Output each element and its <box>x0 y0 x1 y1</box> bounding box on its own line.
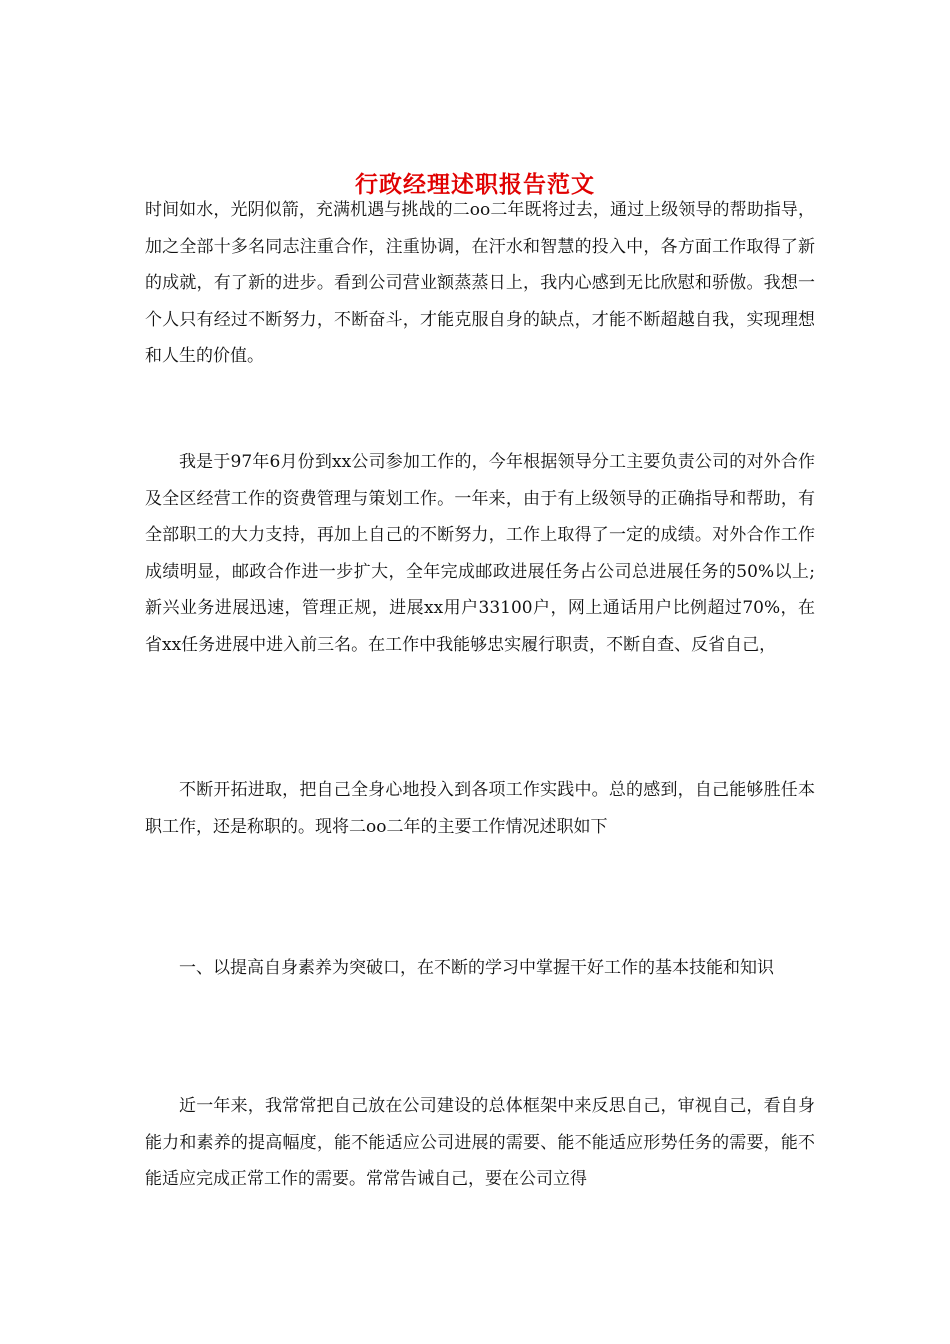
paragraph-summary: 不断开拓进取，把自己全身心地投入到各项工作实践中。总的感到，自己能够胜任本职工作，还是称职的。现将二oo二年的主要工作情况述职如下 <box>145 780 815 837</box>
paragraph-section-1: 近一年来，我常常把自己放在公司建设的总体框架中来反思自己，审视自己，看自身能力和素养的提高幅度，能不能适应公司进展的需要、能不能适应形势任务的需要，能不能适应完成正常工作的需要。常常告诫自己，要在公司立得 <box>145 1096 815 1189</box>
paragraph-background: 我是于97年6月份到xx公司参加工作的，今年根据领导分工主要负责公司的对外合作及全区经营工作的资费管理与策划工作。一年来，由于有上级领导的正确指导和帮助，有全部职工的大力支持，再加上自己的不断努力，工作上取得了一定的成绩。对外合作工作成绩明显，邮政合作进一步扩大，全年完成邮政进展任务占公司总进展任务的50%以上;新兴业务进展迅速，管理正规，进展xx用户33100户，网上通话用户比例超过70%，在省xx任务进展中进入前三名。在工作中我能够忠实履行职责，不断自查、反省自己， <box>145 452 815 655</box>
paragraph-intro: 时间如水，光阴似箭，充满机遇与挑战的二oo二年既将过去，通过上级领导的帮助指导，加之全部十多名同志注重合作，注重协调，在汗水和智慧的投入中，各方面工作取得了新的成就，有了新的进步。看到公司营业额蒸蒸日上，我内心感到无比欣慰和骄傲。我想一个人只有经过不断努力，不断奋斗，才能克服自身的缺点，才能不断超越自我，实现理想和人生的价值。 <box>145 200 815 366</box>
section-heading-1: 一、以提高自身素养为突破口，在不断的学习中掌握干好工作的基本技能和知识 <box>179 958 774 978</box>
document-title: 行政经理述职报告范文 <box>355 171 595 199</box>
